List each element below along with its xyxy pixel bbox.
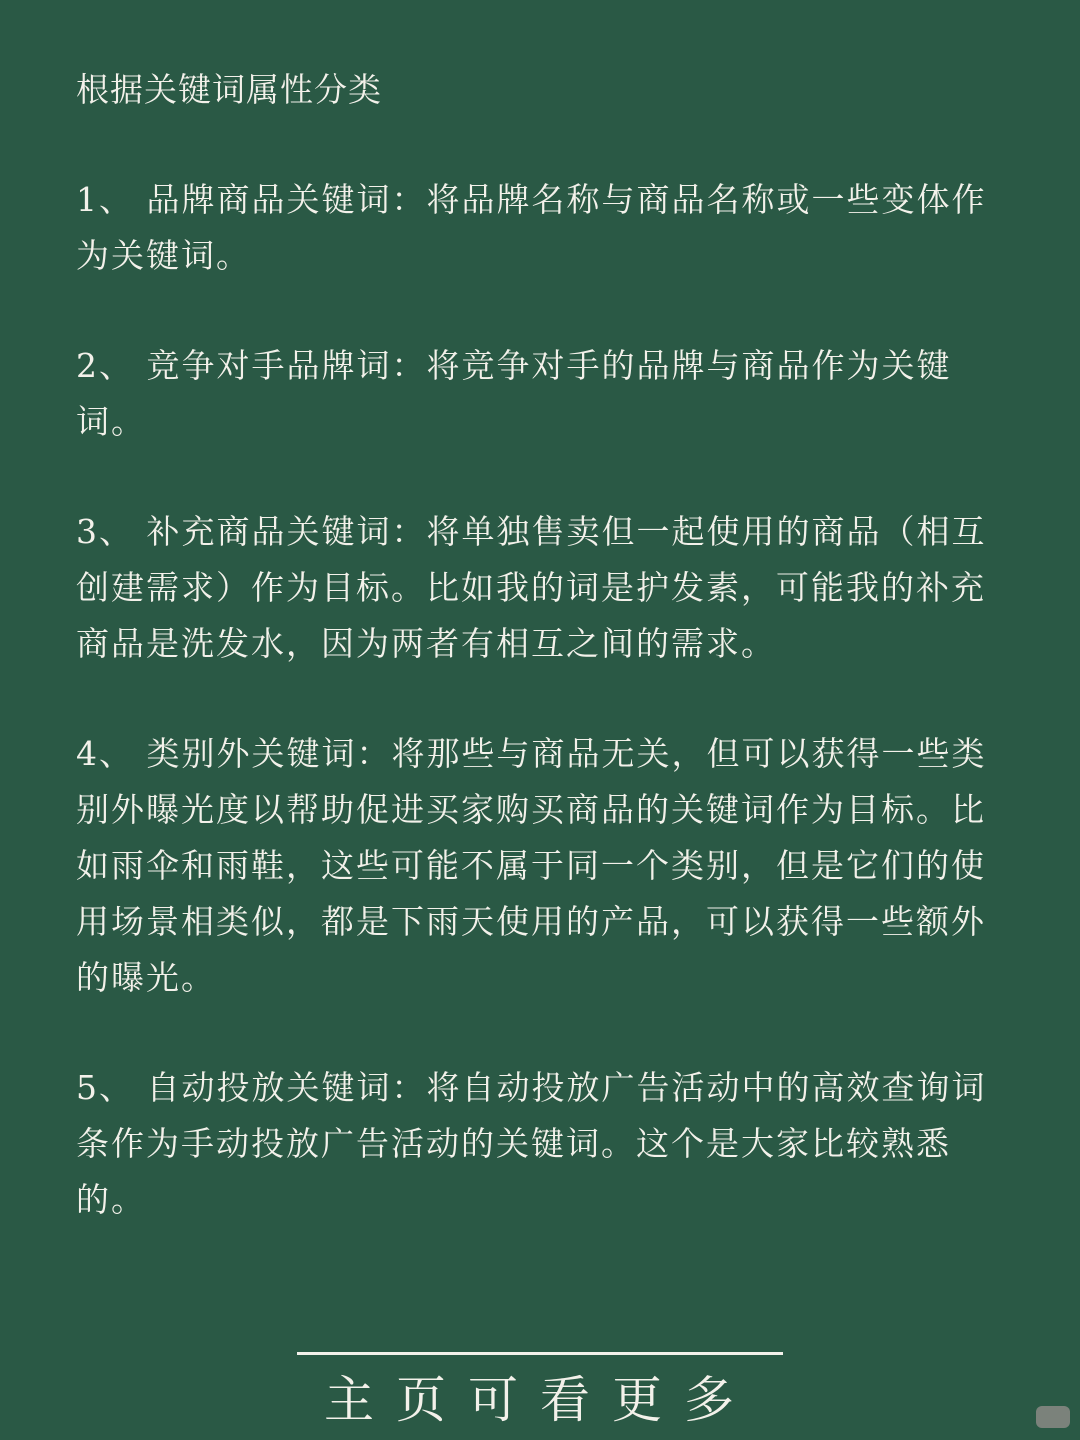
- footer-cta-text: 主页可看更多: [324, 1371, 756, 1429]
- paragraph-2: 2、 竞争对手品牌词：将竞争对手的品牌与商品作为关键词。: [76, 346, 952, 441]
- paragraph-4: 4、 类别外关键词：将那些与商品无关，但可以获得一些类别外曝光度以帮助促进买家购买商品的关键词作为目标。比如雨伞和雨鞋，这些可能不属于同一个类别，但是它们的使用场景相类似，都是下雨天使用的产品，可以获得一些额外的曝光。: [76, 734, 987, 997]
- article-body: [76, 62, 1008, 1282]
- article-heading: 根据关键词属性分类: [76, 70, 382, 109]
- footer-divider: [297, 1352, 783, 1355]
- paragraph-1: 1、 品牌商品关键词：将品牌名称与商品名称或一些变体作为关键词。: [76, 180, 987, 275]
- paragraph-3: 3、 补充商品关键词：将单独售卖但一起使用的商品（相互创建需求）作为目标。比如我的词是护发素，可能我的补充商品是洗发水，因为两者有相互之间的需求。: [76, 512, 987, 663]
- paragraph-5: 5、 自动投放关键词：将自动投放广告活动中的高效查询词条作为手动投放广告活动的关键词。这个是大家比较熟悉的。: [76, 1068, 987, 1219]
- platform-logo: [1036, 1406, 1070, 1428]
